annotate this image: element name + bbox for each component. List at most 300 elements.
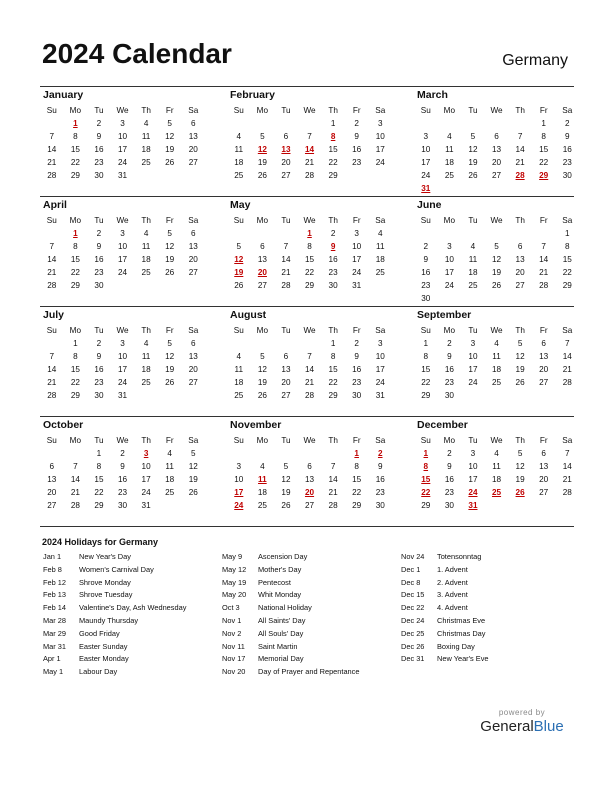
day-cell: 11 (468, 255, 478, 264)
day-cell: 22 (70, 268, 80, 277)
day-cell: 15 (70, 145, 80, 154)
day-cell: 11 (141, 352, 151, 361)
day-cell: 27 (281, 391, 291, 400)
day-cell: 18 (141, 145, 151, 154)
weekday-label: Th (328, 106, 338, 115)
day-cell: 24 (421, 171, 431, 180)
day-cell: 27 (188, 378, 198, 387)
day-cell: 5 (190, 449, 196, 458)
holiday-date: Dec 26 (401, 641, 425, 651)
empty-cell (438, 227, 462, 240)
holiday-name: Ascension Day (258, 552, 308, 561)
holiday-day-cell: 1 (354, 449, 359, 458)
holiday-name: Totensonntag (437, 552, 482, 561)
day-cell: 28 (47, 391, 57, 400)
day-cell: 12 (257, 365, 267, 374)
day-cell: 11 (234, 145, 244, 154)
holiday-day-cell: 12 (234, 255, 244, 264)
day-cell: 11 (141, 132, 151, 141)
holiday-day-cell: 1 (73, 119, 78, 128)
day-cell: 30 (375, 501, 385, 510)
week-row (40, 350, 205, 363)
day-cell: 7 (73, 462, 78, 471)
day-cell: 2 (96, 229, 102, 238)
weekday-label: Mo (256, 436, 269, 445)
week-row (227, 350, 392, 363)
holiday-date: Feb 12 (43, 577, 67, 587)
weekday-header (40, 104, 205, 117)
empty-cell (485, 117, 509, 130)
weekday-label: Fr (539, 216, 548, 225)
day-cell: 15 (304, 255, 315, 264)
day-cell: 23 (94, 378, 104, 387)
empty-cell (555, 182, 579, 195)
weekday-label: Mo (69, 436, 82, 445)
holiday-day-cell: 25 (491, 488, 502, 497)
weekday-label: Fr (539, 326, 548, 335)
holiday-day-cell: 8 (423, 462, 429, 471)
holiday-entry (43, 629, 186, 642)
month-name: April (43, 199, 67, 211)
day-cell: 11 (234, 365, 244, 374)
day-cell: 3 (354, 229, 359, 238)
day-cell: 29 (70, 281, 80, 290)
day-cell: 19 (468, 158, 478, 167)
day-cell: 18 (141, 365, 151, 374)
holiday-date: Jan 1 (43, 552, 62, 561)
week-row (40, 486, 205, 499)
month-name: June (417, 199, 442, 211)
day-cell: 2 (564, 119, 570, 128)
holiday-date: May 1 (43, 667, 64, 677)
week-row (414, 499, 579, 512)
day-cell: 8 (73, 132, 78, 141)
day-cell: 14 (47, 365, 57, 374)
holiday-name: Valentine's Day, Ash Wednesday (79, 603, 187, 613)
day-cell: 16 (328, 255, 338, 264)
weekday-label: Mo (69, 106, 82, 115)
day-cell: 28 (47, 171, 57, 180)
week-row (414, 130, 579, 143)
day-cell: 2 (423, 242, 429, 251)
empty-cell (508, 182, 532, 195)
weekday-label: Fr (539, 436, 548, 445)
day-cell: 6 (541, 339, 546, 348)
holiday-day-cell: 1 (73, 229, 78, 238)
holiday-date: Nov 2 (222, 628, 242, 638)
week-row (414, 486, 579, 499)
day-cell: 30 (444, 501, 454, 510)
weekday-label: Mo (443, 216, 456, 225)
holiday-entry (222, 616, 359, 629)
day-cell: 28 (562, 378, 572, 387)
day-cell: 16 (562, 145, 572, 154)
weekday-label: Th (515, 216, 525, 225)
country-label: Germany (502, 52, 568, 69)
holiday-date: Nov 11 (222, 641, 245, 651)
day-cell: 30 (94, 391, 104, 400)
week-row (40, 389, 205, 402)
weekday-label: Tu (281, 216, 291, 225)
day-cell: 13 (304, 475, 315, 484)
day-cell: 20 (188, 365, 198, 374)
holiday-date: Oct 3 (222, 603, 240, 613)
month-july (40, 307, 205, 402)
day-cell: 16 (352, 145, 362, 154)
weekday-label: Tu (468, 436, 478, 445)
day-cell: 26 (234, 281, 244, 290)
day-cell: 28 (304, 391, 315, 400)
day-cell: 6 (190, 339, 196, 348)
day-cell: 19 (165, 145, 175, 154)
day-cell: 13 (47, 475, 57, 484)
empty-cell (345, 169, 369, 182)
empty-cell (251, 447, 275, 460)
holiday-day-cell: 19 (234, 268, 244, 277)
day-cell: 9 (120, 462, 125, 471)
holiday-entry (401, 629, 489, 642)
holiday-date: Nov 1 (222, 615, 242, 625)
month-february (227, 87, 392, 182)
day-cell: 17 (117, 145, 128, 154)
weekday-label: Th (515, 326, 525, 335)
week-row (414, 227, 579, 240)
holiday-day-cell: 31 (468, 501, 478, 510)
week-row (414, 376, 579, 389)
holiday-date: Dec 15 (401, 590, 425, 600)
day-cell: 3 (236, 462, 242, 471)
day-cell: 17 (117, 365, 128, 374)
holiday-entry (222, 578, 359, 591)
empty-cell (485, 389, 509, 402)
day-cell: 22 (328, 378, 338, 387)
day-cell: 10 (375, 352, 385, 361)
week-row (227, 499, 392, 512)
empty-cell (251, 227, 275, 240)
holiday-day-cell: 9 (330, 242, 336, 251)
day-cell: 19 (281, 488, 291, 497)
day-cell: 1 (73, 339, 78, 348)
day-cell: 29 (352, 501, 362, 510)
day-cell: 4 (470, 242, 476, 251)
holiday-day-cell: 11 (258, 475, 267, 484)
day-cell: 10 (468, 462, 478, 471)
weekday-header (414, 324, 579, 337)
day-cell: 31 (117, 171, 128, 180)
holiday-entry (222, 603, 359, 616)
day-cell: 18 (375, 255, 385, 264)
day-cell: 27 (491, 171, 502, 180)
day-cell: 7 (517, 132, 523, 141)
holiday-name: Shrove Monday (79, 577, 131, 587)
week-row (414, 363, 579, 376)
week-row (227, 253, 392, 266)
weekday-header (40, 434, 205, 447)
holiday-date: Feb 8 (43, 564, 62, 574)
holiday-entry (401, 603, 489, 616)
empty-cell (251, 337, 275, 350)
weekday-label: We (116, 326, 129, 335)
weekday-label: We (116, 216, 129, 225)
weekday-label: Sa (562, 326, 573, 335)
weekday-label: Fr (165, 326, 174, 335)
day-cell: 24 (352, 268, 362, 277)
day-cell: 22 (539, 158, 549, 167)
empty-cell (461, 182, 485, 195)
day-cell: 20 (491, 158, 502, 167)
day-cell: 15 (352, 475, 362, 484)
day-cell: 15 (539, 145, 549, 154)
holiday-name: Christmas Eve (437, 615, 486, 625)
day-cell: 15 (562, 255, 572, 264)
day-cell: 26 (257, 171, 267, 180)
day-cell: 3 (423, 132, 429, 141)
week-row (414, 182, 579, 195)
day-cell: 8 (541, 132, 546, 141)
empty-cell (485, 182, 509, 195)
weekday-label: Su (46, 106, 57, 115)
day-cell: 6 (307, 462, 312, 471)
holiday-day-cell: 24 (468, 488, 478, 497)
day-cell: 6 (283, 132, 289, 141)
empty-cell (158, 279, 182, 292)
month-name: December (417, 419, 468, 431)
day-cell: 9 (354, 132, 359, 141)
day-cell: 29 (421, 501, 431, 510)
day-cell: 16 (94, 145, 104, 154)
weekday-label: Sa (375, 216, 386, 225)
weekday-label: Fr (352, 216, 361, 225)
day-cell: 27 (188, 268, 198, 277)
day-cell: 23 (328, 268, 338, 277)
holiday-day-cell: 13 (281, 145, 291, 154)
day-cell: 4 (143, 339, 149, 348)
weekday-label: Mo (443, 436, 456, 445)
empty-cell (274, 337, 298, 350)
holiday-name: Good Friday (79, 628, 120, 638)
day-cell: 22 (328, 158, 338, 167)
holiday-name: Memorial Day (258, 654, 304, 664)
day-cell: 18 (165, 475, 175, 484)
day-cell: 25 (444, 171, 454, 180)
day-cell: 26 (188, 488, 198, 497)
day-cell: 5 (167, 339, 172, 348)
day-cell: 21 (47, 158, 57, 167)
day-cell: 26 (165, 158, 175, 167)
day-cell: 24 (444, 281, 454, 290)
week-row (227, 389, 392, 402)
day-cell: 5 (494, 242, 499, 251)
day-cell: 10 (141, 462, 151, 471)
weekday-label: We (490, 436, 503, 445)
weekday-label: We (303, 106, 316, 115)
holiday-date: Nov 24 (401, 552, 425, 561)
day-cell: 14 (70, 475, 80, 484)
day-cell: 12 (165, 352, 175, 361)
day-cell: 4 (236, 132, 242, 141)
weekday-label: Su (233, 216, 244, 225)
weekday-label: Su (46, 436, 57, 445)
calendar-row (40, 306, 574, 416)
week-row (40, 169, 205, 182)
month-name: February (230, 89, 275, 101)
day-cell: 18 (234, 158, 244, 167)
empty-cell (414, 117, 438, 130)
month-name: October (43, 419, 84, 431)
empty-cell (298, 337, 322, 350)
day-cell: 16 (94, 255, 104, 264)
month-name: September (417, 309, 472, 321)
holiday-name: New Year's Eve (437, 654, 489, 664)
month-april (40, 197, 205, 292)
day-cell: 2 (354, 119, 359, 128)
empty-cell (227, 337, 251, 350)
day-cell: 13 (491, 145, 502, 154)
day-cell: 17 (352, 255, 362, 264)
weekday-label: Th (515, 436, 525, 445)
day-cell: 30 (117, 501, 128, 510)
day-cell: 2 (447, 449, 452, 458)
day-cell: 12 (188, 462, 198, 471)
week-row (227, 460, 392, 473)
weekday-label: We (490, 216, 503, 225)
day-cell: 3 (120, 339, 125, 348)
week-row (414, 460, 579, 473)
day-cell: 9 (96, 242, 102, 251)
weekday-header (414, 104, 579, 117)
weekday-label: Th (328, 436, 338, 445)
brand-footer (476, 708, 568, 735)
month-name: July (43, 309, 65, 321)
empty-cell (532, 227, 556, 240)
day-cell: 10 (444, 255, 454, 264)
day-cell: 29 (328, 171, 338, 180)
day-cell: 28 (539, 281, 549, 290)
holiday-date: May 9 (222, 552, 243, 561)
weekday-label: We (303, 436, 316, 445)
day-cell: 15 (70, 255, 80, 264)
day-cell: 7 (564, 339, 570, 348)
day-cell: 22 (562, 268, 572, 277)
day-cell: 15 (328, 365, 338, 374)
holiday-name: All Souls' Day (258, 628, 304, 638)
page-title: 2024 Calendar (42, 38, 232, 69)
holiday-day-cell: 1 (423, 449, 429, 458)
weekday-header (227, 104, 392, 117)
day-cell: 3 (447, 242, 452, 251)
day-cell: 5 (517, 339, 523, 348)
empty-cell (181, 389, 205, 402)
day-cell: 12 (165, 132, 175, 141)
holiday-day-cell: 31 (421, 184, 431, 193)
day-cell: 24 (117, 158, 128, 167)
day-cell: 19 (515, 365, 525, 374)
holiday-date: Dec 8 (401, 577, 421, 587)
holiday-name: Shrove Tuesday (79, 590, 133, 600)
empty-cell (134, 389, 158, 402)
day-cell: 2 (96, 119, 102, 128)
day-cell: 26 (468, 171, 478, 180)
day-cell: 23 (444, 378, 454, 387)
weekday-label: Fr (352, 326, 361, 335)
empty-cell (532, 292, 556, 305)
weekday-label: Th (141, 106, 151, 115)
day-cell: 21 (47, 268, 57, 277)
day-cell: 22 (421, 378, 431, 387)
day-cell: 5 (283, 462, 289, 471)
day-cell: 24 (468, 378, 478, 387)
day-cell: 10 (234, 475, 244, 484)
day-cell: 19 (165, 365, 175, 374)
holiday-entry (43, 578, 186, 591)
holiday-day-cell: 20 (304, 488, 315, 497)
holiday-entry (43, 552, 186, 565)
month-october (40, 417, 205, 512)
empty-cell (181, 279, 205, 292)
holiday-entry (222, 629, 359, 642)
day-cell: 10 (117, 242, 128, 251)
day-cell: 30 (562, 171, 572, 180)
weekday-label: Mo (69, 326, 82, 335)
empty-cell (274, 447, 298, 460)
day-cell: 4 (447, 132, 452, 141)
day-cell: 25 (468, 281, 478, 290)
day-cell: 27 (304, 501, 315, 510)
week-row (414, 240, 579, 253)
week-row (414, 337, 579, 350)
holiday-entry (43, 667, 186, 680)
day-cell: 8 (354, 462, 359, 471)
day-cell: 11 (141, 242, 151, 251)
holiday-entry (43, 642, 186, 655)
day-cell: 17 (468, 475, 478, 484)
holiday-day-cell: 2 (377, 449, 383, 458)
empty-cell (181, 169, 205, 182)
week-row (40, 376, 205, 389)
empty-cell (227, 117, 251, 130)
brand-part-general: General (480, 718, 534, 735)
day-cell: 16 (94, 365, 104, 374)
day-cell: 29 (328, 391, 338, 400)
day-cell: 18 (257, 488, 267, 497)
holiday-date: Feb 14 (43, 603, 67, 613)
day-cell: 26 (165, 268, 175, 277)
week-row (40, 279, 205, 292)
day-cell: 20 (281, 378, 291, 387)
weekday-label: Fr (352, 436, 361, 445)
weekday-label: Sa (188, 106, 199, 115)
weekday-label: Th (141, 326, 151, 335)
empty-cell (40, 447, 64, 460)
weekday-label: Su (420, 326, 431, 335)
day-cell: 21 (328, 488, 338, 497)
weekday-label: Su (420, 106, 431, 115)
day-cell: 18 (444, 158, 454, 167)
empty-cell (40, 117, 64, 130)
empty-cell (508, 227, 532, 240)
day-cell: 6 (541, 449, 546, 458)
day-cell: 10 (352, 242, 362, 251)
week-row (227, 447, 392, 460)
month-march (414, 87, 579, 195)
week-row (40, 253, 205, 266)
day-cell: 22 (352, 488, 362, 497)
holiday-entry (222, 590, 359, 603)
holiday-entry (222, 552, 359, 565)
day-cell: 13 (257, 255, 267, 264)
empty-cell (158, 169, 182, 182)
day-cell: 13 (515, 255, 525, 264)
